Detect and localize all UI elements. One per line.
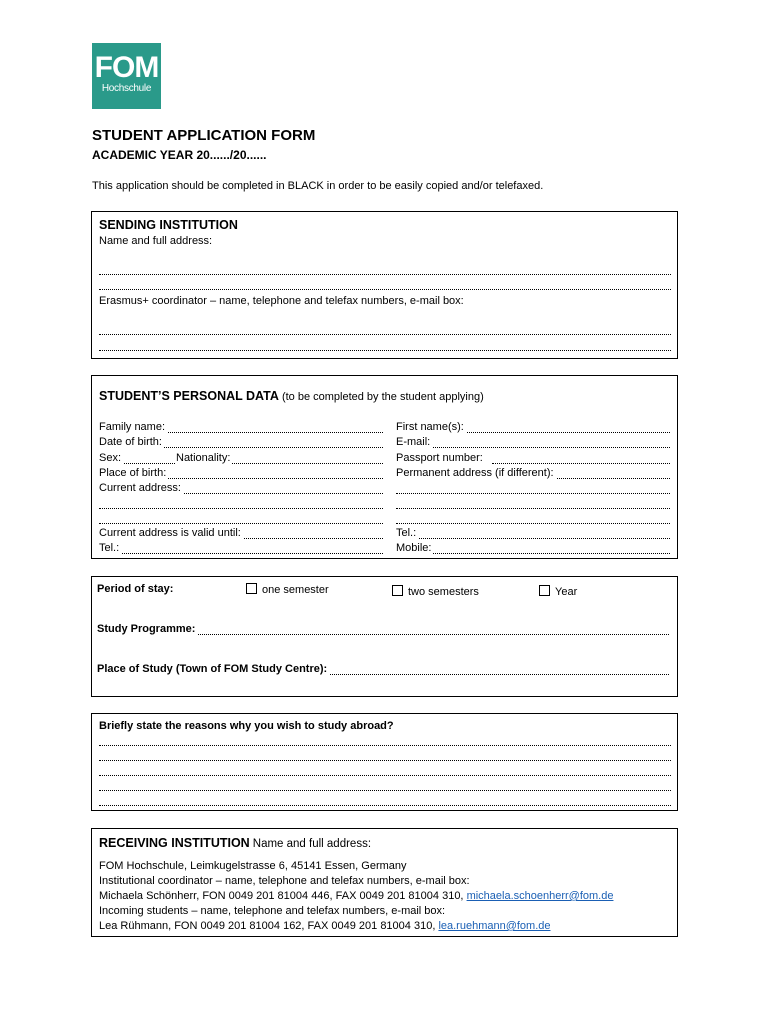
current-address-label: Current address:	[99, 482, 181, 494]
incoming-contact: Lea Rühmann, FON 0049 201 81004 162, FAX 0049 201 81004 310,	[99, 920, 436, 932]
permanent-address-line-4[interactable]	[396, 523, 670, 524]
sending-institution-section	[91, 211, 678, 359]
checkbox-icon[interactable]	[539, 585, 550, 596]
sending-address-line-2[interactable]	[99, 289, 671, 290]
incoming-email-link[interactable]: lea.ruehmann@fom.de	[438, 920, 551, 932]
permanent-address-label: Permanent address (if different):	[396, 467, 554, 479]
academic-year: ACADEMIC YEAR 20....../20......	[92, 148, 267, 162]
sending-name-label: Name and full address:	[99, 235, 213, 247]
current-address-line-2[interactable]	[99, 508, 383, 509]
current-address-line-3[interactable]	[99, 523, 383, 524]
valid-until-label: Current address is valid until:	[99, 527, 241, 539]
family-name-label: Family name:	[99, 421, 166, 433]
sending-coordinator-line-1[interactable]	[99, 334, 671, 335]
study-programme-label: Study Programme:	[97, 623, 196, 635]
incoming-line	[99, 920, 551, 933]
tel-field[interactable]	[99, 553, 383, 554]
option-one-semester-label: one semester	[262, 584, 329, 596]
sex-nationality-field[interactable]	[99, 463, 383, 464]
option-two-semesters-label: two semesters	[408, 586, 479, 598]
personal-data-section	[91, 375, 678, 559]
passport-label: Passport number:	[396, 452, 483, 464]
coordinator-contact: Michaela Schönherr, FON 0049 201 81004 446, FAX 0049 201 81004 310,	[99, 890, 464, 902]
period-label: Period of stay:	[97, 583, 174, 595]
incoming-label: Incoming students – name, telephone and telefax numbers, e-mail box:	[99, 905, 446, 917]
nationality-label: Nationality:	[176, 452, 231, 464]
receiving-heading-note: Name and full address:	[252, 838, 372, 850]
reasons-line-2[interactable]	[99, 760, 671, 761]
reasons-section	[91, 713, 678, 811]
place-of-study-label: Place of Study (Town of FOM Study Centre):	[97, 663, 328, 675]
instruction-text: This application should be completed in BLACK in order to be easily copied and/or telefaxed.	[92, 180, 544, 192]
sending-heading: SENDING INSTITUTION	[99, 218, 238, 232]
coordinator-line	[99, 890, 613, 903]
personal-note: (to be completed by the student applying)	[281, 391, 484, 403]
receiving-heading: RECEIVING INSTITUTION	[99, 836, 250, 850]
tel-right-label: Tel.:	[396, 527, 417, 539]
permanent-address-line-2[interactable]	[396, 493, 670, 494]
receiving-institution-section	[91, 828, 678, 937]
reasons-line-1[interactable]	[99, 745, 671, 746]
personal-heading: STUDENT’S PERSONAL DATA	[99, 389, 279, 403]
first-names-label: First name(s):	[396, 421, 464, 433]
passport-field[interactable]	[492, 463, 670, 464]
option-one-semester[interactable]	[246, 583, 329, 596]
email-field[interactable]	[396, 447, 670, 448]
stay-section	[91, 576, 678, 697]
checkbox-icon[interactable]	[246, 583, 257, 594]
dob-label: Date of birth:	[99, 436, 162, 448]
tel-right-field[interactable]	[396, 538, 670, 539]
permanent-address-line-3[interactable]	[396, 508, 670, 509]
checkbox-icon[interactable]	[392, 585, 403, 596]
option-year-label: Year	[555, 586, 578, 598]
receiving-heading-row	[99, 837, 371, 851]
reasons-line-3[interactable]	[99, 775, 671, 776]
reasons-label: Briefly state the reasons why you wish to study abroad?	[99, 720, 394, 732]
receiving-address: FOM Hochschule, Leimkugelstrasse 6, 45141 Essen, Germany	[99, 860, 407, 872]
email-label: E-mail:	[396, 436, 431, 448]
reasons-line-4[interactable]	[99, 790, 671, 791]
option-year[interactable]	[539, 585, 577, 598]
fom-logo	[92, 43, 161, 109]
sex-label: Sex:	[99, 452, 122, 464]
personal-heading-row	[99, 390, 484, 404]
reasons-line-5[interactable]	[99, 805, 671, 806]
logo-main-text: FOM	[94, 51, 159, 84]
logo-sub-text: Hochschule	[101, 83, 152, 94]
tel-label: Tel.:	[99, 542, 120, 554]
coordinator-label: Institutional coordinator – name, telephone and telefax numbers, e-mail box:	[99, 875, 470, 887]
option-two-semesters[interactable]	[392, 585, 479, 598]
sending-coordinator-label: Erasmus+ coordinator – name, telephone and telefax numbers, e-mail box:	[99, 295, 464, 307]
form-title: STUDENT APPLICATION FORM	[92, 127, 316, 144]
sending-address-line-1[interactable]	[99, 274, 671, 275]
pob-label: Place of birth:	[99, 467, 167, 479]
mobile-label: Mobile:	[396, 542, 432, 554]
coordinator-email-link[interactable]: michaela.schoenherr@fom.de	[466, 890, 614, 902]
mobile-field[interactable]	[396, 553, 670, 554]
sending-coordinator-line-2[interactable]	[99, 350, 671, 351]
